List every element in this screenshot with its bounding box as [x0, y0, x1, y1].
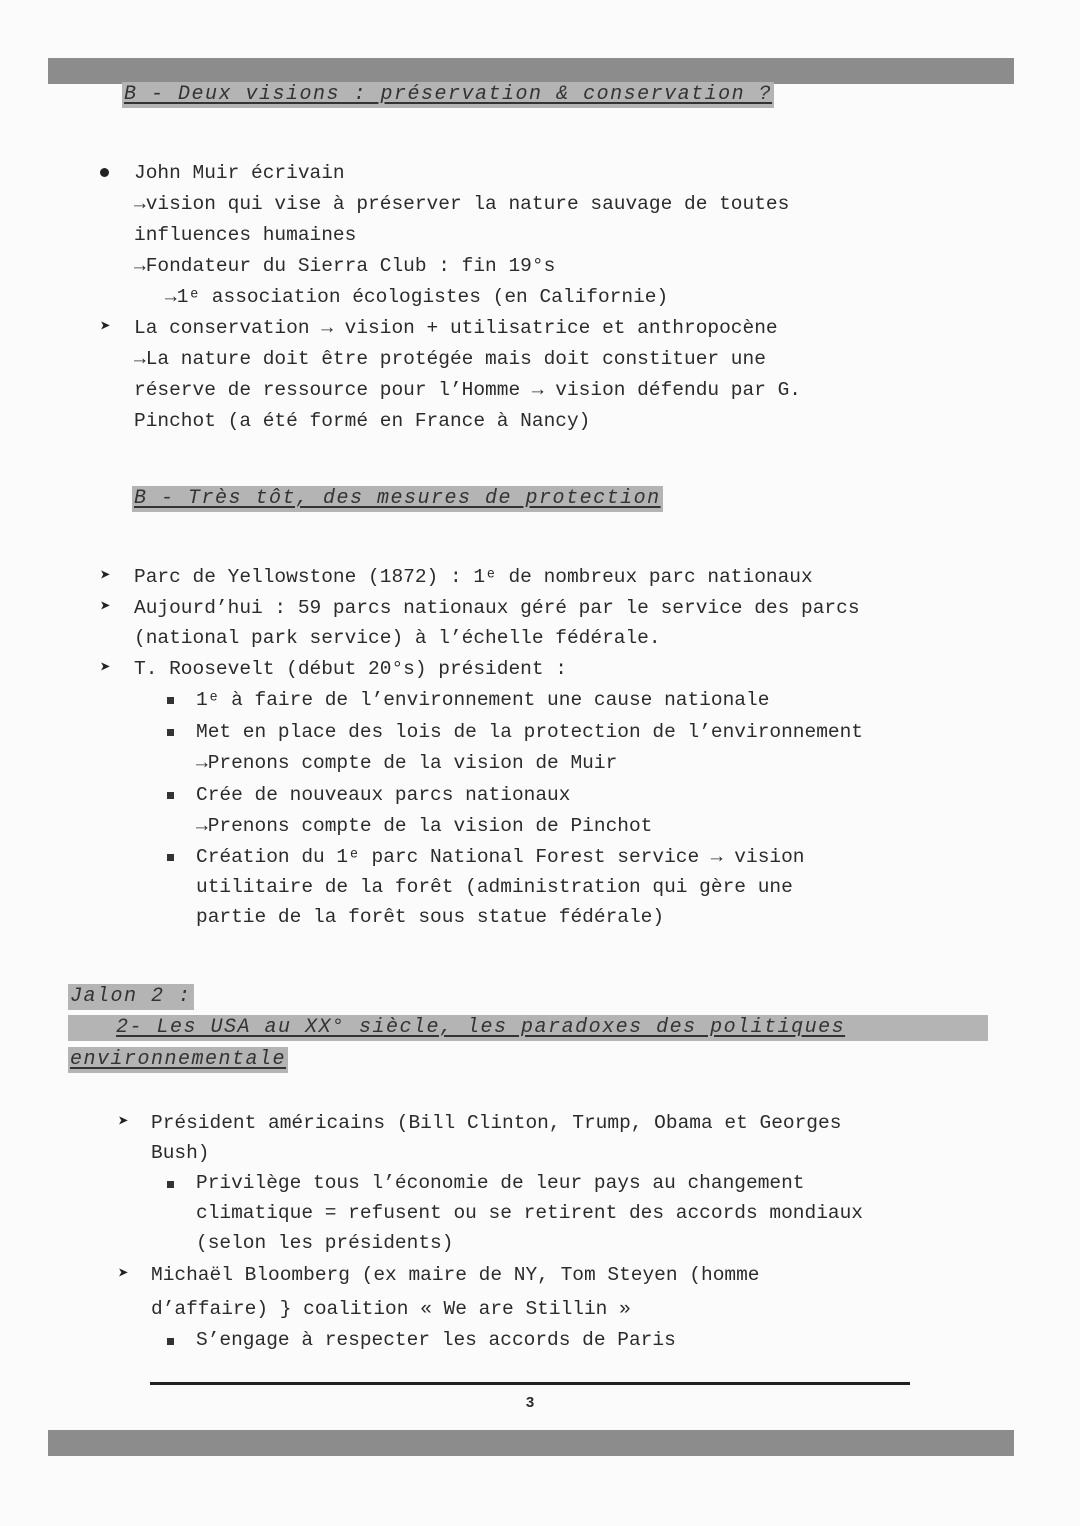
square-bullet: [167, 729, 174, 736]
text-line: Privilège tous l’économie de leur pays au changement: [196, 1172, 805, 1194]
text-line: La conservation → vision + utilisatrice et anthropocène: [134, 317, 778, 339]
text-line: réserve de ressource pour l’Homme → vision défendu par G.: [134, 379, 802, 401]
text-line: →vision qui vise à préserver la nature sauvage de toutes: [134, 193, 790, 215]
page-number: 3: [525, 1394, 535, 1411]
text-line: John Muir écrivain: [134, 162, 345, 184]
bottom-band: [48, 1430, 1014, 1456]
square-bullet: [167, 792, 174, 799]
square-bullet: [167, 854, 174, 861]
text-line: utilitaire de la forêt (administration qui gère une: [196, 876, 793, 898]
text-line: S’engage à respecter les accords de Paris: [196, 1329, 676, 1351]
arrow-bullet-icon: ➤: [100, 598, 111, 618]
round-bullet: [100, 168, 109, 177]
text-line: (selon les présidents): [196, 1232, 454, 1254]
text-line: →Fondateur du Sierra Club : fin 19°s: [134, 255, 556, 277]
text-line: d’affaire) } coalition « We are Stillin »: [151, 1298, 631, 1320]
arrow-bullet-icon: ➤: [118, 1113, 129, 1133]
text-line: 1ᵉ à faire de l’environnement une cause nationale: [196, 689, 770, 711]
section-heading-paradoxes-cont: environnementale: [70, 1048, 287, 1071]
text-line: →La nature doit être protégée mais doit constituer une: [134, 348, 766, 370]
text-line: Pinchot (a été formé en France à Nancy): [134, 410, 591, 432]
text-line: Président américains (Bill Clinton, Trump, Obama et Georges: [151, 1112, 842, 1134]
square-bullet: [167, 697, 174, 704]
jalon-label: Jalon 2 :: [70, 985, 192, 1008]
arrow-bullet-icon: ➤: [100, 318, 111, 338]
text-line: T. Roosevelt (début 20°s) président :: [134, 658, 567, 680]
text-line: →1ᵉ association écologistes (en Californie): [165, 286, 669, 308]
text-line: Aujourd’hui : 59 parcs nationaux géré par le service des parcs: [134, 597, 860, 619]
section-heading-visions: B - Deux visions : préservation & conservation ?: [124, 83, 773, 106]
text-line: partie de la forêt sous statue fédérale): [196, 906, 665, 928]
arrow-bullet-icon: ➤: [100, 567, 111, 587]
text-line: Met en place des lois de la protection de l’environnement: [196, 721, 864, 743]
arrow-bullet-icon: ➤: [100, 659, 111, 679]
text-line: Michaël Bloomberg (ex maire de NY, Tom Steyen (homme: [151, 1264, 760, 1286]
section-heading-paradoxes: 2- Les USA au XX° siècle, les paradoxes des politiques: [68, 1015, 988, 1041]
text-line: climatique = refusent ou se retirent des accords mondiaux: [196, 1202, 864, 1224]
text-line: Création du 1ᵉ parc National Forest service → vision: [196, 846, 805, 868]
square-bullet: [167, 1181, 174, 1188]
text-line: Parc de Yellowstone (1872) : 1ᵉ de nombreux parc nationaux: [134, 566, 813, 588]
arrow-bullet-icon: ➤: [118, 1265, 129, 1285]
text-line: (national park service) à l’échelle fédérale.: [134, 627, 661, 649]
top-band: [48, 58, 1014, 84]
text-line: →Prenons compte de la vision de Muir: [196, 752, 618, 774]
text-line: influences humaines: [134, 224, 357, 246]
square-bullet: [167, 1338, 174, 1345]
section-heading-protection: B - Très tôt, des mesures de protection: [134, 487, 661, 510]
footer-rule: [150, 1382, 910, 1385]
text-line: Bush): [151, 1142, 210, 1164]
text-line: Crée de nouveaux parcs nationaux: [196, 784, 571, 806]
text-line: →Prenons compte de la vision de Pinchot: [196, 815, 653, 837]
